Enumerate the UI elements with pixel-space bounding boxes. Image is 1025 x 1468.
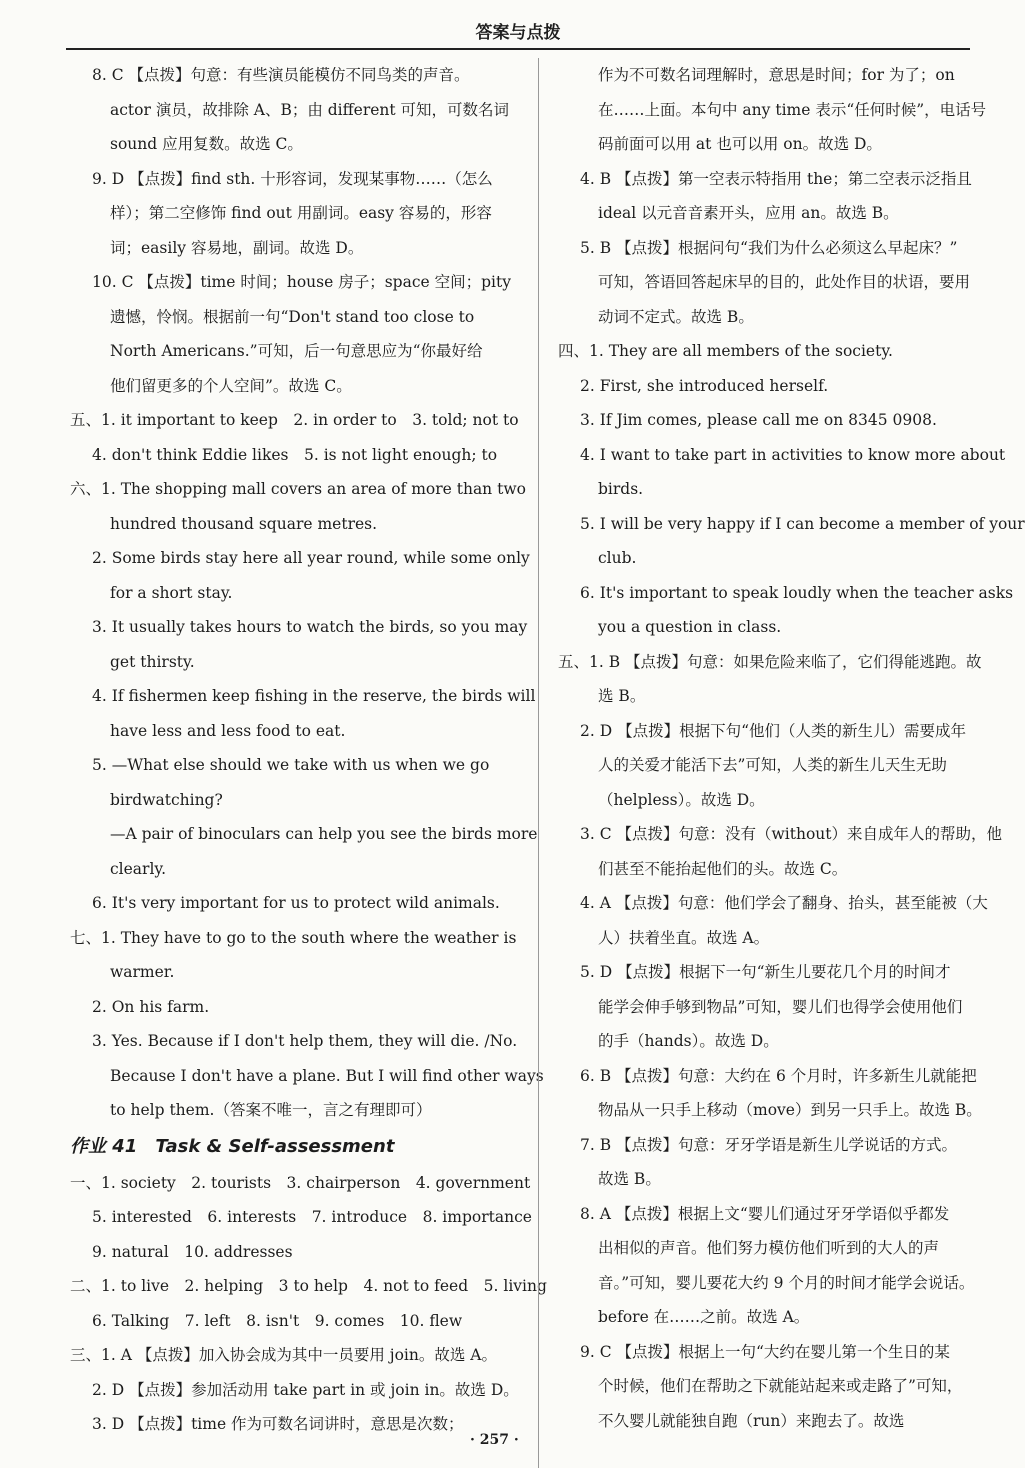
text-line: 3. It usually takes hours to watch the birds, so you may (92, 618, 528, 636)
text-line: 五、1. B 【点拨】句意：如果危险来临了，它们得能逃跑。故 (558, 652, 982, 671)
text-line: （helpless）。故选 D。 (598, 790, 765, 809)
text-line: 9. natural 10. addresses (92, 1242, 293, 1261)
text-line: have less and less food to eat. (110, 721, 346, 740)
text-line: 5. D 【点拨】根据下一句“新生儿要花几个月的时间才 (580, 963, 951, 981)
text-line: 6. It's important to speak loudly when the teacher asks (580, 583, 1014, 602)
text-line: 2. On his farm. (92, 997, 210, 1016)
text-line: 故选 B。 (598, 1170, 661, 1188)
text-line: 3. If Jim comes, please call me on 8345 0908. (580, 411, 937, 429)
text-line: 3. D 【点拨】time 作为可数名词讲时，意思是次数； (92, 1415, 464, 1433)
text-line: 一、1. society 2. tourists 3. chairperson 4. government (70, 1173, 531, 1192)
text-line: 样）；第二空修饰 find out 用副词。easy 容易的，形容 (110, 204, 492, 222)
text-line: 9. D 【点拨】find sth. 十形容词，发现某事物……（怎么 (92, 169, 493, 188)
text-line: 8. A 【点拨】根据上文“婴儿们通过牙牙学语似乎都发 (580, 1204, 950, 1223)
text-line: 们甚至不能抬起他们的头。故选 C。 (598, 859, 848, 878)
right-column (558, 58, 1025, 1438)
text-line: get thirsty. (110, 652, 195, 671)
text-line: 8. C 【点拨】句意：有些演员能模仿不同鸟类的声音。 (92, 66, 470, 84)
text-line: 4. B 【点拨】第一空表示特指用 the；第二空表示泛指且 (580, 169, 972, 188)
text-line: 二、1. to live 2. helping 3 to help 4. not to feed 5. living (70, 1277, 547, 1295)
text-line: 的手（hands）。故选 D。 (598, 1032, 779, 1050)
text-line: warmer. (110, 963, 175, 981)
text-line: Because I don't have a plane. But I will find other ways (110, 1066, 544, 1085)
text-line: 6. B 【点拨】句意：大约在 6 个月时，许多新生儿就能把 (580, 1066, 977, 1085)
text-line: 个时候，他们在帮助之下就能站起来或走路了”可知， (598, 1377, 963, 1395)
text-line: birds. (598, 480, 644, 498)
text-line: 2. First, she introduced herself. (580, 376, 829, 395)
text-line: 物品从一只手上移动（move）到另一只手上。故选 B。 (598, 1101, 982, 1119)
text-line: sound 应用复数。故选 C。 (110, 135, 303, 153)
text-line: 7. B 【点拨】句意：牙牙学语是新生儿学说话的方式。 (580, 1135, 958, 1154)
text-line: 码前面可以用 at 也可以用 on。故选 D。 (598, 135, 882, 153)
text-line: clearly. (110, 859, 167, 878)
text-line: 2. D 【点拨】根据下句“他们（人类的新生儿）需要成年 (580, 721, 966, 740)
text-line: for a short stay. (110, 583, 233, 602)
text-line: 动词不定式。故选 B。 (598, 307, 754, 326)
text-line: club. (598, 549, 637, 567)
text-line: 词；easily 容易地，副词。故选 D。 (110, 238, 364, 257)
text-line: 5. interested 6. interests 7. introduce 8. importance (92, 1208, 532, 1226)
text-line: 5. I will be very happy if I can become a member of your (580, 514, 1025, 533)
section-title: 作业 41 Task & Self-assessment (70, 1135, 395, 1157)
text-line: 选 B。 (598, 687, 646, 705)
text-line: 作为不可数名词理解时，意思是时间；for 为了；on (598, 66, 955, 84)
text-line: 五、1. it important to keep 2. in order to 3. told; not to (70, 411, 519, 429)
text-line: to help them.（答案不唯一，言之有理即可） (110, 1101, 432, 1119)
text-line: 3. C 【点拨】句意：没有（without）来自成年人的帮助，他 (580, 825, 1002, 843)
text-line: 遗憾，怜悯。根据前一句“Don't stand too close to (110, 307, 475, 326)
text-line: 在……上面。本句中 any time 表示“任何时候”，电话号 (598, 100, 987, 119)
text-line: 人）扶着坐直。故选 A。 (598, 928, 770, 947)
text-line: you a question in class. (598, 618, 782, 636)
text-line: 不久婴儿就能独自跑（run）来跑去了。故选 (598, 1411, 905, 1430)
right-lines (558, 58, 1025, 1438)
text-line: before 在……之前。故选 A。 (598, 1308, 810, 1326)
text-line: 6. It's very important for us to protect wild animals. (92, 894, 500, 912)
page-header (66, 18, 970, 50)
text-line: hundred thousand square metres. (110, 514, 378, 533)
header-title: 答案与点拨 (475, 23, 561, 43)
text-line: actor 演员，故排除 A、B；由 different 可知，可数名词 (110, 100, 510, 119)
text-line: 5. B 【点拨】根据问句“我们为什么必须这么早起床？” (580, 238, 958, 257)
text-line: ideal 以元音音素开头，应用 an。故选 B。 (598, 204, 899, 222)
text-line: 5. —What else should we take with us when we go (92, 756, 490, 774)
text-line: 可知，答语回答起床早的目的，此处作目的状语，要用 (598, 273, 971, 291)
text-line: —A pair of binoculars can help you see the birds more (110, 825, 538, 843)
text-line: 3. Yes. Because if I don't help them, they will die. /No. (92, 1032, 518, 1050)
left-lines (70, 58, 544, 1128)
text-line: 人的关爱才能活下去”可知，人类的新生儿天生无助 (598, 756, 947, 774)
text-line: 10. C 【点拨】time 时间；house 房子；space 空间；pity (92, 273, 511, 291)
text-line: 4. I want to take part in activities to know more about (580, 445, 1006, 464)
text-line: 4. If fishermen keep fishing in the reserve, the birds will (92, 687, 536, 705)
text-line: 音。”可知，婴儿要花大约 9 个月的时间才能学会说话。 (598, 1273, 975, 1292)
text-line: 9. C 【点拨】根据上一句“大约在婴儿第一个生日的某 (580, 1342, 950, 1361)
text-line: 六、1. The shopping mall covers an area of more than two (70, 480, 526, 498)
text-line: 四、1. They are all members of the society. (558, 342, 893, 360)
text-line: 能学会伸手够到物品”可知，婴儿们也得学会使用他们 (598, 997, 963, 1016)
text-line: 出相似的声音。他们努力模仿他们听到的大人的声 (598, 1239, 940, 1257)
text-line: 6. Talking 7. left 8. isn't 9. comes 10. flew (92, 1311, 463, 1330)
text-line: birdwatching? (110, 790, 223, 809)
text-line: 4. don't think Eddie likes 5. is not light enough; to (92, 445, 498, 464)
text-line: 2. Some birds stay here all year round, while some only (92, 549, 530, 567)
text-line: 七、1. They have to go to the south where the weather is (70, 928, 517, 947)
text-line: 三、1. A 【点拨】加入协会成为其中一员要用 join。故选 A。 (70, 1346, 497, 1364)
page-number: · 257 · (470, 1432, 519, 1448)
text-line: 4. A 【点拨】句意：他们学会了翻身、抬头，甚至能被（大 (580, 894, 988, 912)
text-line: North Americans.”可知，后一句意思应为“你最好给 (110, 342, 483, 360)
text-line: 2. D 【点拨】参加活动用 take part in 或 join in。故选 D。 (92, 1380, 519, 1399)
text-line: 他们留更多的个人空间”。故选 C。 (110, 376, 352, 395)
